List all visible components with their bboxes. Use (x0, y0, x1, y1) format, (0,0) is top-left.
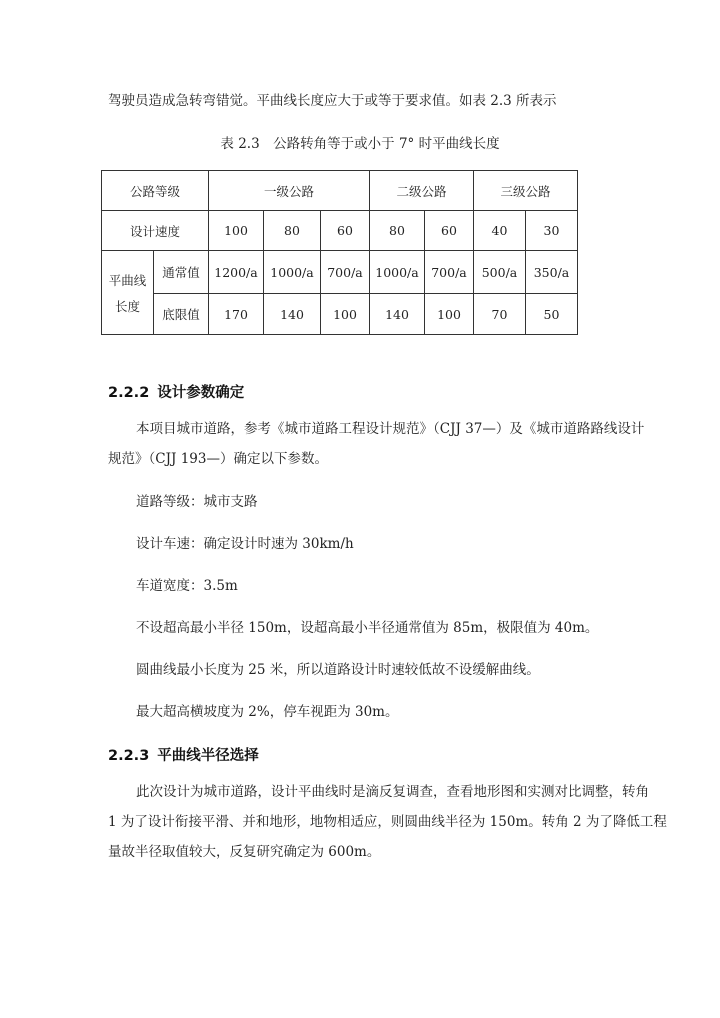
table-header-row (102, 171, 578, 211)
normal-value-cell: 1200/a (209, 251, 264, 294)
section-223-line3: 量故半径取值较大，反复研究确定为 600m。 (108, 844, 381, 860)
grade2-cell: 二级公路 (370, 171, 474, 211)
min-radius-line: 不设超高最小半径 150m，设超高最小半径通常值为 85m，极限值为 40m。 (136, 620, 599, 636)
normal-value-cell: 700/a (321, 251, 370, 294)
table-caption: 表 2.3 公路转角等于或小于 7° 时平曲线长度 (220, 136, 500, 152)
curve-length-table (101, 170, 578, 335)
road-grade-line: 道路等级：城市支路 (136, 494, 258, 510)
normal-length-row (102, 251, 578, 294)
speed-cell: 30 (526, 211, 578, 251)
speed-cell: 80 (264, 211, 321, 251)
lane-width-line: 车道宽度：3.5m (136, 578, 238, 594)
section-223-line2: 1 为了设计衔接平滑、并和地形，地物相适应，则圆曲线半径为 150m。转角 2 为了降低工程 (108, 814, 667, 830)
normal-value-cell: 1000/a (370, 251, 425, 294)
section-222-number: 2.2.2 (108, 385, 150, 401)
limit-value-cell: 140 (370, 294, 425, 335)
limit-value-cell: 140 (264, 294, 321, 335)
normal-value-cell: 1000/a (264, 251, 321, 294)
section-222-para-line1: 本项目城市道路，参考《城市道路工程设计规范》（CJJ 37—）及《城市道路路线设计 (136, 421, 645, 437)
speed-row (102, 211, 578, 251)
limit-value-cell: 70 (474, 294, 526, 335)
curve-length-label-line2: 长度 (114, 298, 140, 314)
speed-cell: 40 (474, 211, 526, 251)
intro-line: 驾驶员造成急转弯错觉。平曲线长度应大于或等于要求值。如表 2.3 所表示 (108, 93, 557, 109)
speed-cell: 60 (321, 211, 370, 251)
grade1-cell: 一级公路 (209, 171, 370, 211)
grade-label-cell: 公路等级 (102, 171, 209, 211)
section-223-line1: 此次设计为城市道路，设计平曲线时是滴反复调查，查看地形图和实测对比调整，转角 (136, 784, 649, 800)
normal-value-cell: 700/a (425, 251, 474, 294)
superelevation-line: 最大超高横坡度为 2%，停车视距为 30m。 (136, 704, 399, 720)
speed-cell: 100 (209, 211, 264, 251)
limit-label-cell: 底限值 (154, 294, 209, 335)
design-speed-line: 设计车速：确定设计时速为 30km/h (136, 536, 354, 552)
speed-cell: 60 (425, 211, 474, 251)
curve-length-label-line1: 平曲线 (108, 272, 147, 288)
limit-value-cell: 100 (425, 294, 474, 335)
speed-cell: 80 (370, 211, 425, 251)
section-222-title: 设计参数确定 (157, 385, 245, 401)
speed-label-cell: 设计速度 (102, 211, 209, 251)
limit-value-cell: 50 (526, 294, 578, 335)
limit-value-cell: 170 (209, 294, 264, 335)
normal-label-cell: 通常值 (154, 251, 209, 294)
limit-length-row (102, 294, 578, 335)
grade3-cell: 三级公路 (474, 171, 578, 211)
curve-length-line: 圆曲线最小长度为 25 米，所以道路设计时速较低故不设缓解曲线。 (136, 662, 540, 678)
section-222-heading (108, 381, 244, 402)
section-223-number: 2.2.3 (108, 748, 150, 764)
normal-value-cell: 350/a (526, 251, 578, 294)
section-223-title: 平曲线半径选择 (157, 748, 259, 764)
normal-value-cell: 500/a (474, 251, 526, 294)
curve-length-label-cell (102, 251, 154, 335)
section-223-heading (108, 744, 259, 765)
limit-value-cell: 100 (321, 294, 370, 335)
section-222-para-line2: 规范》（CJJ 193—）确定以下参数。 (108, 451, 328, 467)
